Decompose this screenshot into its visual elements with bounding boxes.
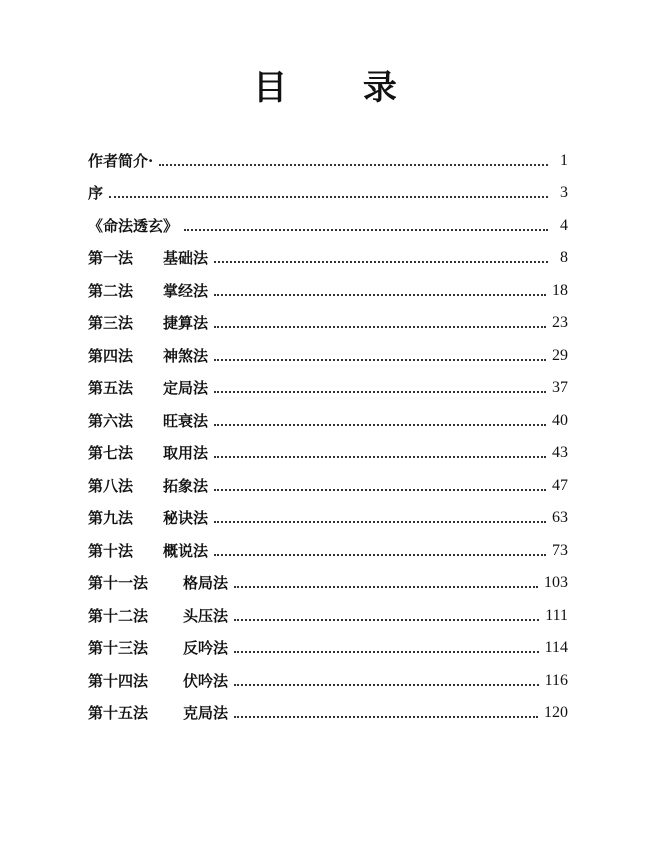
page-number: 37 bbox=[552, 379, 568, 396]
page-number: 8 bbox=[560, 249, 568, 266]
entry-name: 基础法 bbox=[163, 249, 209, 267]
dot-leader bbox=[214, 554, 546, 556]
entry-name: 序 bbox=[88, 184, 104, 202]
chapter-number: 第九法 bbox=[88, 509, 134, 527]
chapter-number: 第十五法 bbox=[88, 704, 149, 722]
entry-label bbox=[88, 281, 208, 301]
toc-entry[interactable] bbox=[88, 593, 568, 626]
page-number: 111 bbox=[545, 606, 568, 624]
toc-entry[interactable] bbox=[88, 431, 568, 464]
entry-label bbox=[88, 248, 208, 268]
page-title: 目 录 bbox=[253, 68, 429, 108]
toc-entry[interactable] bbox=[88, 463, 568, 496]
entry-name: 旺衰法 bbox=[163, 411, 209, 430]
entry-name: 《命法透玄》 bbox=[88, 216, 179, 235]
toc-entry[interactable] bbox=[88, 268, 568, 301]
page-number: 63 bbox=[552, 509, 568, 526]
page-number: 18 bbox=[552, 281, 568, 299]
toc-entry[interactable] bbox=[88, 561, 568, 594]
dot-leader bbox=[234, 586, 538, 588]
entry-label bbox=[88, 703, 228, 723]
toc-entry[interactable] bbox=[88, 398, 568, 431]
entry-label bbox=[88, 671, 228, 691]
dot-leader bbox=[214, 521, 546, 523]
dot-leader bbox=[159, 164, 548, 166]
dot-leader bbox=[214, 359, 546, 361]
dot-leader bbox=[109, 196, 548, 198]
dot-leader bbox=[214, 294, 546, 296]
toc-entry[interactable] bbox=[88, 658, 568, 691]
chapter-number: 第一法 bbox=[88, 249, 134, 267]
dot-leader bbox=[234, 684, 539, 686]
toc-entry[interactable] bbox=[88, 171, 568, 204]
entry-name: 克局法 bbox=[183, 704, 229, 722]
toc-entry[interactable] bbox=[88, 301, 568, 334]
entry-label bbox=[88, 378, 208, 398]
chapter-number: 第十一法 bbox=[88, 574, 149, 592]
toc-entry[interactable] bbox=[88, 691, 568, 724]
toc-entry[interactable] bbox=[88, 366, 568, 399]
entry-name: 伏吟法 bbox=[183, 671, 229, 690]
entry-name: 定局法 bbox=[163, 379, 209, 397]
entry-label bbox=[88, 573, 228, 593]
page-number: 4 bbox=[560, 216, 568, 234]
entry-label bbox=[88, 476, 208, 496]
entry-label bbox=[88, 638, 228, 658]
dot-leader bbox=[234, 716, 538, 718]
entry-name: 拓象法 bbox=[163, 476, 209, 495]
entry-label bbox=[88, 151, 153, 171]
chapter-number: 第四法 bbox=[88, 346, 134, 365]
page-number: 1 bbox=[560, 151, 568, 169]
table-of-contents bbox=[88, 138, 568, 723]
entry-label bbox=[88, 606, 228, 626]
toc-entry[interactable] bbox=[88, 138, 568, 171]
toc-entry[interactable] bbox=[88, 333, 568, 366]
toc-entry[interactable] bbox=[88, 203, 568, 236]
entry-label bbox=[88, 411, 208, 431]
chapter-number: 第七法 bbox=[88, 444, 134, 462]
chapter-number: 第十三法 bbox=[88, 639, 149, 657]
dot-leader bbox=[234, 619, 539, 621]
dot-leader bbox=[214, 261, 548, 263]
entry-name: 头压法 bbox=[183, 606, 229, 625]
entry-name: 秘诀法 bbox=[163, 509, 209, 527]
page-number: 29 bbox=[552, 346, 568, 364]
entry-name: 神煞法 bbox=[163, 346, 209, 365]
page-number: 120 bbox=[544, 704, 568, 721]
page-number: 23 bbox=[552, 314, 568, 331]
chapter-number: 第五法 bbox=[88, 379, 134, 397]
entry-label bbox=[88, 183, 103, 203]
dot-leader bbox=[214, 456, 546, 458]
entry-name: 掌经法 bbox=[163, 281, 209, 300]
toc-entry[interactable] bbox=[88, 626, 568, 659]
dot-leader bbox=[214, 391, 546, 393]
dot-leader bbox=[184, 229, 548, 231]
page-number: 103 bbox=[544, 574, 568, 591]
dot-leader bbox=[234, 651, 539, 653]
page-number: 3 bbox=[560, 184, 568, 201]
page-number: 43 bbox=[552, 444, 568, 461]
entry-label bbox=[88, 216, 178, 236]
page-number: 73 bbox=[552, 541, 568, 559]
chapter-number: 第三法 bbox=[88, 314, 134, 332]
entry-name: 概说法 bbox=[163, 541, 209, 560]
entry-label bbox=[88, 508, 208, 528]
entry-name: 反吟法 bbox=[183, 639, 229, 657]
toc-entry[interactable] bbox=[88, 496, 568, 529]
entry-label bbox=[88, 346, 208, 366]
entry-name: 捷算法 bbox=[163, 314, 209, 332]
page-number: 114 bbox=[544, 639, 568, 656]
chapter-number: 第六法 bbox=[88, 411, 134, 430]
dot-leader bbox=[214, 489, 546, 491]
chapter-number: 第十四法 bbox=[88, 671, 149, 690]
page-number: 47 bbox=[552, 476, 568, 494]
dot-leader bbox=[214, 424, 546, 426]
chapter-number: 第十法 bbox=[88, 541, 134, 560]
entry-label bbox=[88, 313, 208, 333]
entry-label bbox=[88, 541, 208, 561]
toc-entry[interactable] bbox=[88, 236, 568, 269]
page-number: 116 bbox=[544, 671, 568, 689]
chapter-number: 第十二法 bbox=[88, 606, 149, 625]
entry-name: 作者简介· bbox=[88, 151, 154, 170]
dot-leader bbox=[214, 326, 546, 328]
entry-label bbox=[88, 443, 208, 463]
entry-name: 格局法 bbox=[183, 574, 229, 592]
toc-entry[interactable] bbox=[88, 528, 568, 561]
chapter-number: 第八法 bbox=[88, 476, 134, 495]
chapter-number: 第二法 bbox=[88, 281, 134, 300]
page-number: 40 bbox=[552, 411, 568, 429]
entry-name: 取用法 bbox=[163, 444, 209, 462]
